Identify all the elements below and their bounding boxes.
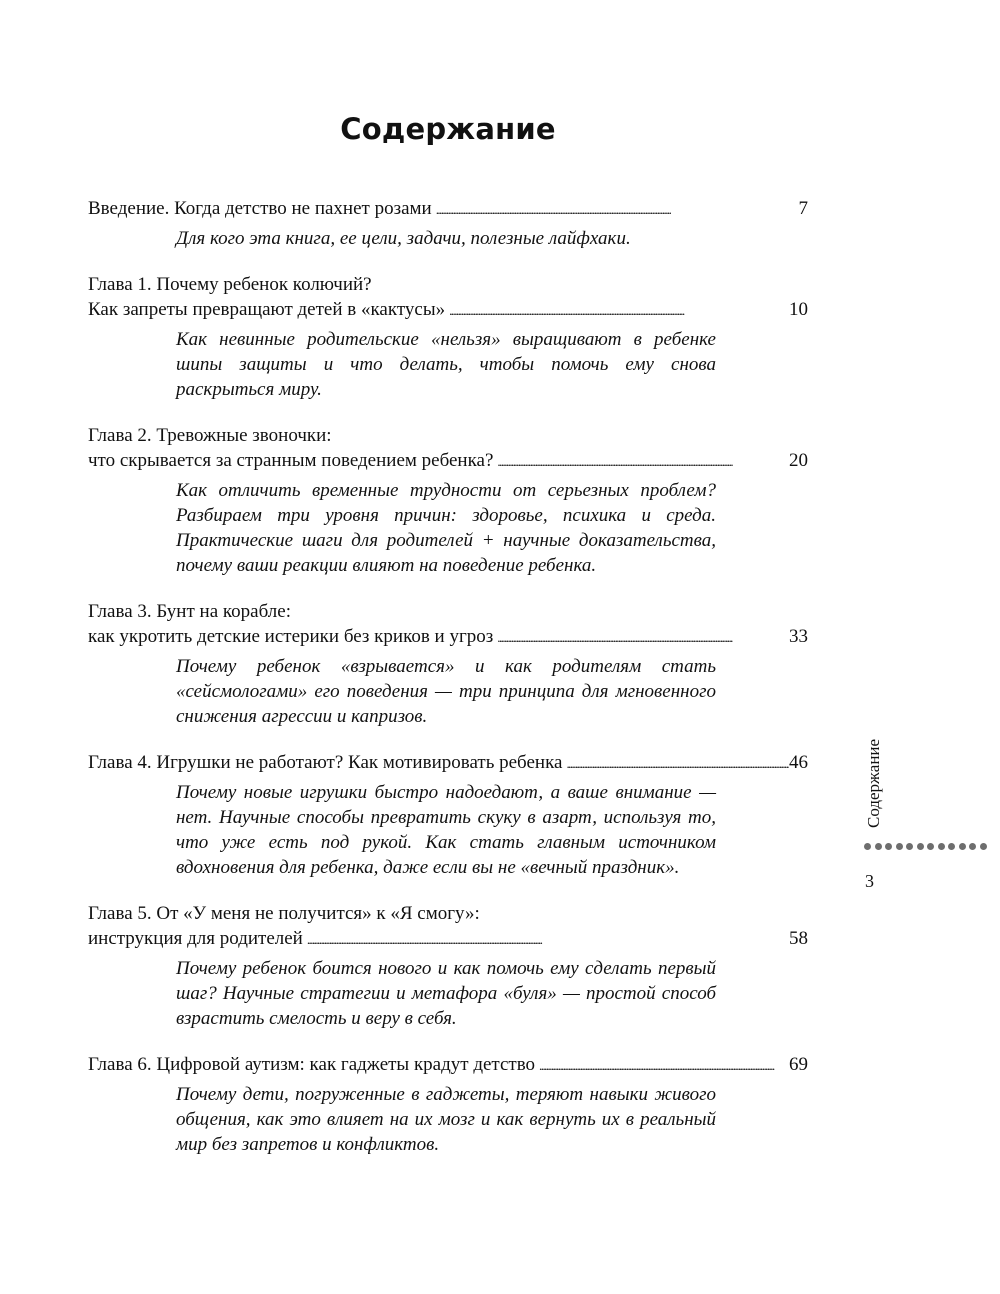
toc-entry-title: как укротить детские истерики без криков и угроз	[88, 626, 494, 647]
toc-entry-page: 10	[789, 299, 808, 320]
dot	[980, 843, 987, 850]
dot	[896, 843, 903, 850]
decorative-dot-row	[864, 843, 1000, 851]
toc-entry-page: 58	[789, 928, 808, 949]
toc-entry-title-row[interactable]	[88, 1052, 808, 1078]
toc-entry-description: Для кого эта книга, ее цели, задачи, полезные лайфхаки.	[176, 228, 631, 249]
dot	[927, 843, 934, 850]
page-title: Содержание	[340, 112, 556, 146]
dot	[875, 843, 882, 850]
running-header-label: Содержание	[864, 738, 883, 828]
toc-entry-title: Глава 4. Игрушки не работают? Как мотивировать ребенка	[88, 752, 563, 773]
toc-entry-title-row[interactable]	[88, 297, 808, 323]
dot	[969, 843, 976, 850]
dot-leader	[562, 750, 789, 776]
dot-leader	[493, 448, 789, 474]
dot	[885, 843, 892, 850]
toc-entry-title-row[interactable]	[88, 448, 808, 474]
toc-entry-description: Почему ребенок боится нового и как помочь ему сделать первый шаг? Научные стратегии и метафора «буля» — простой способ взрастить смелость и веру в себя.	[176, 958, 716, 1029]
toc-entry-chapter-5	[88, 901, 808, 1031]
toc-entry-title-line-1: Глава 3. Бунт на корабле:	[88, 601, 291, 622]
dot-leader	[493, 624, 789, 650]
toc-entry-description: Почему ребенок «взрывается» и как родителям стать «сейсмологами» его поведения — три принципа для мгновенного снижения агрессии и капризов.	[176, 656, 716, 727]
toc-entry-page: 69	[789, 1054, 808, 1075]
dot	[917, 843, 924, 850]
toc-entry-description: Как отличить временные трудности от серьезных проблем? Разбираем три уровня причин: здоровье, психика и среда. Практические шаги для родителей + научные доказательства, почему ваши реакции влияют на поведение ребенка.	[176, 480, 716, 576]
toc-entry-title: Введение. Когда детство не пахнет розами	[88, 198, 432, 219]
toc-entry-title-row[interactable]	[88, 926, 808, 952]
toc-entry-title: инструкция для родителей	[88, 928, 303, 949]
toc-entry-description: Как невинные родительские «нельзя» выращивают в ребенке шипы защиты и что делать, чтобы помочь ему снова раскрыться миру.	[176, 329, 716, 400]
dot	[948, 843, 955, 850]
toc-entry-description: Почему новые игрушки быстро надоедают, а ваше внимание — нет. Научные способы превратить скуку в азарт, используя то, что уже есть под рукой. Как стать главным источником вдохновения для ребенка, даже если вы не «вечный праздник».	[176, 782, 716, 878]
toc-entry-title-row[interactable]	[88, 196, 808, 222]
toc-entry-chapter-6	[88, 1052, 808, 1157]
dot-leader	[432, 196, 799, 222]
toc-entry-description: Почему дети, погруженные в гаджеты, теряют навыки живого общения, как это влияет на их мозг и как вернуть их в реальный мир без запретов и конфликтов.	[176, 1084, 716, 1155]
dot-leader	[303, 926, 789, 952]
dot	[864, 843, 871, 850]
toc-entry-title-line-1: Глава 2. Тревожные звоночки:	[88, 425, 332, 446]
table-of-contents	[88, 196, 808, 1178]
toc-entry-title: что скрывается за странным поведением ребенка?	[88, 450, 494, 471]
toc-entry-title-line-1: Глава 5. От «У меня не получится» к «Я смогу»:	[88, 903, 480, 924]
toc-entry-page: 46	[789, 752, 808, 773]
dot-leader	[445, 297, 789, 323]
dot	[959, 843, 966, 850]
toc-entry-page: 7	[798, 198, 808, 219]
dot-leader	[535, 1052, 789, 1078]
dot	[938, 843, 945, 850]
toc-entry-chapter-1	[88, 272, 808, 402]
toc-entry-chapter-4	[88, 750, 808, 880]
running-header	[853, 728, 893, 828]
toc-entry-title-line-1: Глава 1. Почему ребенок колючий?	[88, 274, 372, 295]
toc-entry-chapter-3	[88, 599, 808, 729]
toc-entry-chapter-2	[88, 423, 808, 578]
toc-entry-title: Как запреты превращают детей в «кактусы»	[88, 299, 446, 320]
toc-entry-introduction	[88, 196, 808, 251]
page-number: 3	[865, 871, 874, 891]
toc-entry-title: Глава 6. Цифровой аутизм: как гаджеты крадут детство	[88, 1054, 536, 1075]
toc-entry-page: 33	[789, 626, 808, 647]
toc-entry-title-row[interactable]	[88, 750, 808, 776]
toc-entry-page: 20	[789, 450, 808, 471]
dot	[906, 843, 913, 850]
toc-entry-title-row[interactable]	[88, 624, 808, 650]
